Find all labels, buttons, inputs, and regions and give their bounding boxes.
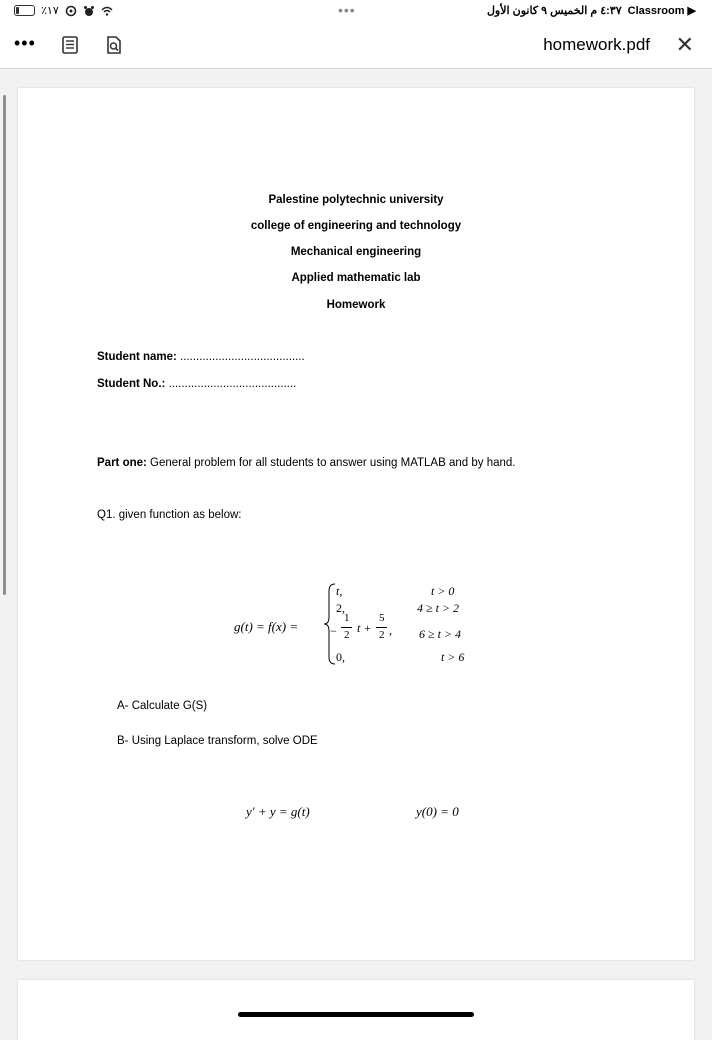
search-document-icon[interactable] xyxy=(106,36,122,54)
case3-bar1 xyxy=(341,627,352,628)
case3-num2: 5 xyxy=(379,612,385,624)
case1-expr: t, xyxy=(336,584,343,598)
item-b: B- Using Laplace transform, solve ODE xyxy=(117,735,318,747)
ode-initial-condition: y(0) = 0 xyxy=(416,804,459,819)
student-name-label: Student name: xyxy=(97,351,177,363)
case3-bar2 xyxy=(376,627,387,628)
status-time-date: ٤:٣٧ م الخميس ٩ كانون الأول xyxy=(486,5,622,17)
pdf-page xyxy=(18,88,694,960)
part-one-text: General problem for all students to answer using MATLAB and by hand. xyxy=(146,457,516,469)
department-name: Mechanical engineering xyxy=(290,246,422,258)
alarm-icon xyxy=(83,5,95,17)
status-left xyxy=(14,4,113,17)
lab-name: Applied mathematic lab xyxy=(291,272,421,284)
case4-cond: t > 6 xyxy=(441,650,465,664)
battery-icon xyxy=(14,5,35,16)
student-name-line xyxy=(97,351,305,363)
scroll-indicator[interactable] xyxy=(3,95,6,595)
back-to-app[interactable]: Classroom ▶ xyxy=(627,5,696,17)
home-indicator[interactable] xyxy=(238,1012,474,1017)
equation-lhs: g(t) = f(x) = xyxy=(234,619,299,634)
case2-expr: 2, xyxy=(336,601,345,615)
part-one-line xyxy=(97,457,515,469)
battery-percent: ٪١٧ xyxy=(41,5,59,17)
status-right xyxy=(487,4,696,17)
multitask-dots[interactable]: ••• xyxy=(338,2,356,18)
case3-num1: 1 xyxy=(344,612,350,624)
part-one-label: Part one: xyxy=(97,457,147,469)
document-title: homework.pdf xyxy=(543,35,650,54)
wifi-icon xyxy=(101,6,113,16)
case3-minus: − xyxy=(330,624,337,638)
ode-equation: y′ + y = g(t) xyxy=(246,804,310,819)
pdf-page-next xyxy=(18,980,694,1040)
case3-var: t + xyxy=(357,621,372,635)
college-name: college of engineering and technology xyxy=(250,220,462,232)
close-button[interactable]: ✕ xyxy=(675,32,694,57)
settings-icon xyxy=(65,5,77,17)
case3-comma: , xyxy=(389,623,392,637)
case1-cond: t > 0 xyxy=(431,584,455,598)
student-no-line xyxy=(97,378,296,390)
student-no-field: ........................................ xyxy=(168,378,297,390)
case2-cond: 4 ≥ t > 2 xyxy=(417,601,460,615)
student-no-label: Student No.: xyxy=(97,378,166,390)
student-name-field: ....................................... xyxy=(180,351,305,363)
case3-cond: 6 ≥ t > 4 xyxy=(419,627,462,641)
viewer-toolbar xyxy=(0,22,712,69)
question-1: Q1. given function as below: xyxy=(97,509,242,521)
reader-view-icon[interactable] xyxy=(62,36,78,54)
doc-type: Homework xyxy=(326,299,386,311)
case3-den1: 2 xyxy=(344,629,350,641)
case4-expr: 0, xyxy=(336,650,345,664)
item-a: A- Calculate G(S) xyxy=(117,700,208,712)
case3-den2: 2 xyxy=(379,629,385,641)
status-bar xyxy=(0,0,712,22)
more-options-button[interactable]: ••• xyxy=(14,33,36,53)
university-name: Palestine polytechnic university xyxy=(268,194,444,206)
